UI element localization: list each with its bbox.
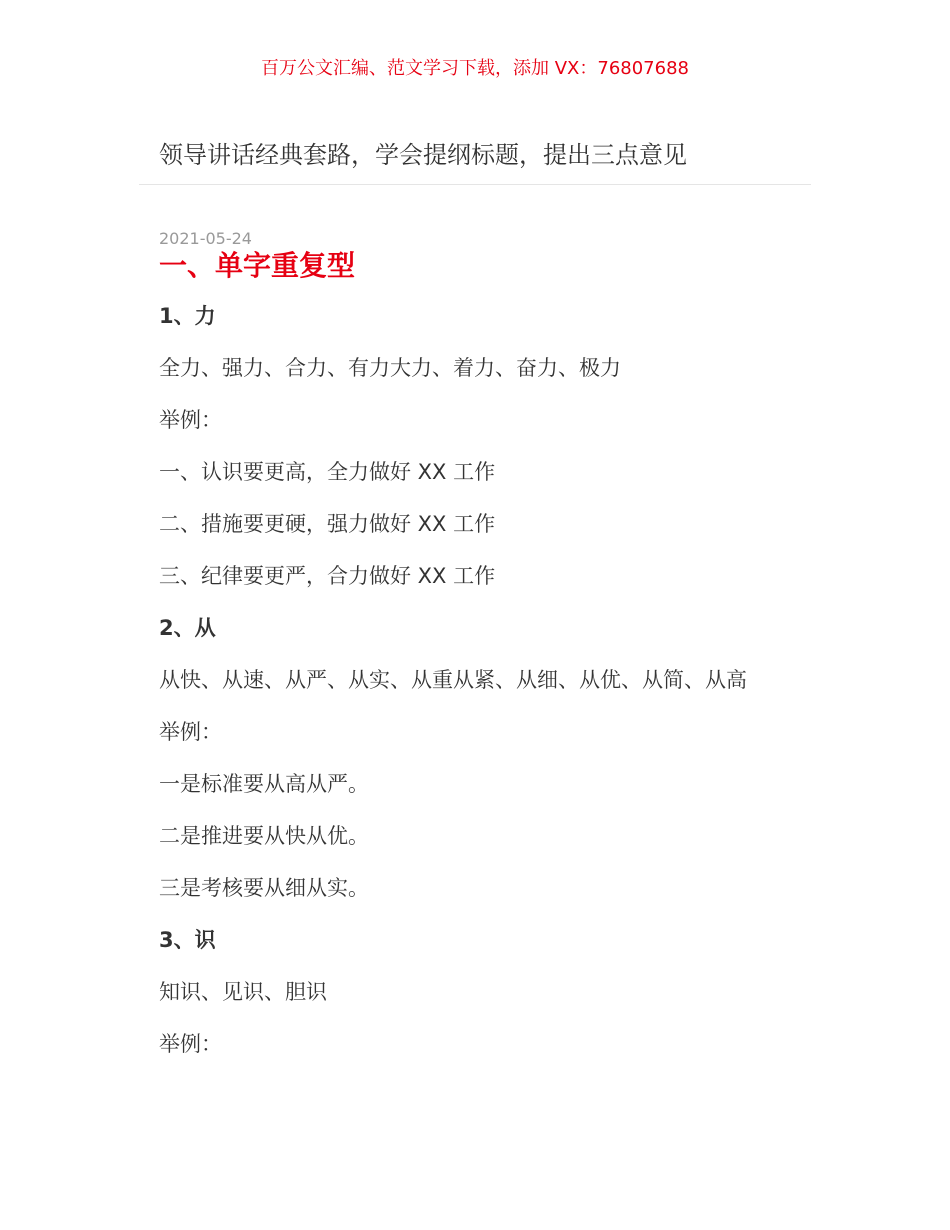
promo-banner: 百万公文汇编、范文学习下载，添加 VX：76807688 [261, 58, 689, 79]
section-heading: 一、单字重复型 [159, 249, 356, 282]
paragraph: 一、认识要更高，全力做好 XX 工作 [159, 460, 496, 484]
sub-heading: 2、从 [159, 616, 216, 640]
sub-heading: 1、力 [159, 304, 216, 328]
paragraph: 全力、强力、合力、有力大力、着力、奋力、极力 [159, 356, 621, 380]
paragraph: 举例： [159, 408, 222, 432]
article-title: 领导讲话经典套路，学会提纲标题，提出三点意见 [159, 141, 687, 169]
paragraph: 知识、见识、胆识 [159, 980, 327, 1004]
paragraph: 举例： [159, 720, 222, 744]
article-date: 2021-05-24 [159, 229, 252, 248]
paragraph: 举例： [159, 1032, 222, 1056]
paragraph: 三是考核要从细从实。 [159, 876, 369, 900]
paragraph: 从快、从速、从严、从实、从重从紧、从细、从优、从简、从高 [159, 668, 747, 692]
paragraph: 一是标准要从高从严。 [159, 772, 369, 796]
title-divider [139, 184, 811, 185]
paragraph: 二、措施要更硬，强力做好 XX 工作 [159, 512, 496, 536]
article-body [159, 246, 789, 1070]
paragraph: 三、纪律要更严，合力做好 XX 工作 [159, 564, 496, 588]
paragraph: 二是推进要从快从优。 [159, 824, 369, 848]
sub-heading: 3、识 [159, 928, 216, 952]
